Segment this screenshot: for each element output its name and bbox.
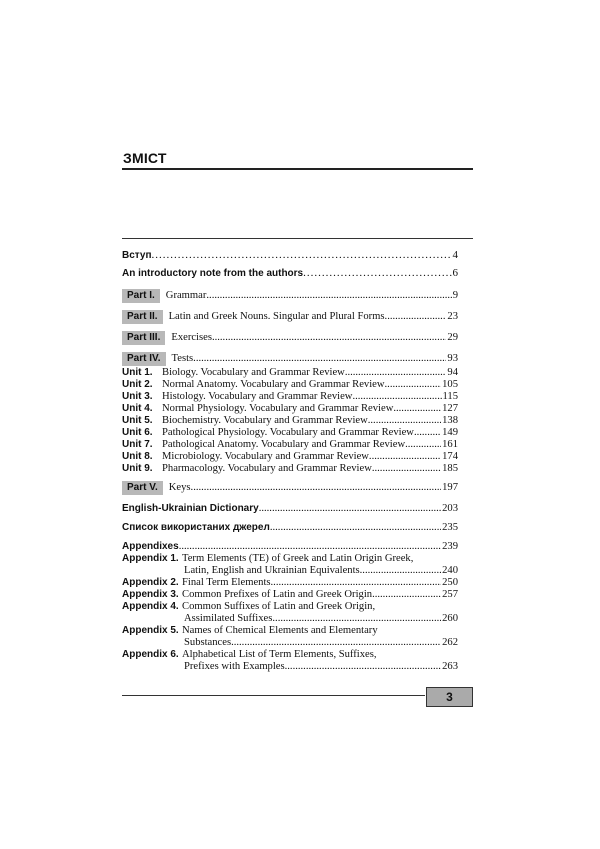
dot-leader — [303, 266, 451, 280]
toc-entry-appendix-1[interactable] — [122, 553, 458, 565]
part-label: Part III. — [122, 331, 165, 345]
part-label: Part V. — [122, 481, 163, 495]
unit-label: Unit 5. — [122, 415, 153, 426]
appendix-label: Appendix 3. — [122, 589, 179, 600]
toc-entry-unit-6[interactable] — [122, 427, 458, 439]
toc-entry-title-cont: Prefixes with Examples — [184, 661, 285, 672]
dot-leader — [414, 427, 441, 439]
toc-entry-title: Pathological Anatomy. Vocabulary and Grammar Review — [162, 439, 406, 450]
toc-entry-title: Pathological Physiology. Vocabulary and Grammar Review — [162, 427, 414, 438]
table-of-contents — [122, 248, 458, 673]
toc-page-number: 23 — [447, 311, 458, 322]
page-title: ЗМІСТ — [123, 150, 167, 166]
toc-entry-authors-note[interactable] — [122, 266, 458, 280]
dot-leader — [270, 522, 441, 534]
unit-label: Unit 6. — [122, 427, 153, 438]
dot-leader — [212, 329, 446, 346]
toc-entry-title: Вступ — [122, 250, 152, 261]
toc-entry-title: English-Ukrainian Dictionary — [122, 503, 259, 514]
toc-entry-appendix-6[interactable] — [122, 649, 458, 661]
toc-entry-title-cont: Assimilated Suffixes — [184, 613, 273, 624]
toc-page-number: 94 — [447, 367, 458, 378]
toc-entry-part-3[interactable] — [122, 329, 458, 346]
toc-entry-title-cont: Latin, English and Ukrainian Equivalents — [184, 565, 360, 576]
toc-entry-title: Список використаних джерел — [122, 522, 270, 533]
toc-entry-appendix-4[interactable] — [122, 601, 458, 613]
toc-entry-unit-2[interactable] — [122, 379, 458, 391]
toc-page-number: 115 — [442, 391, 458, 402]
toc-page-number: 235 — [442, 522, 458, 533]
toc-entry-part-1[interactable] — [122, 287, 458, 304]
toc-entry-title: Microbiology. Vocabulary and Grammar Review — [162, 451, 369, 462]
toc-page-number: 239 — [442, 541, 458, 552]
header-rule — [122, 168, 473, 170]
toc-entry-appendix-2[interactable] — [122, 577, 458, 589]
toc-entry-title: Common Suffixes of Latin and Greek Origin, — [182, 601, 376, 612]
toc-page-number: 161 — [442, 439, 458, 450]
toc-page-number: 263 — [442, 661, 458, 672]
toc-page-number: 257 — [442, 589, 458, 600]
dot-leader — [193, 350, 446, 367]
toc-entry-title: Normal Anatomy. Vocabulary and Grammar Review — [162, 379, 385, 390]
toc-entry-unit-9[interactable] — [122, 463, 458, 475]
page-number-badge: 3 — [426, 687, 473, 707]
dot-leader — [179, 541, 441, 553]
dot-leader — [360, 565, 441, 577]
appendix-label: Appendix 2. — [122, 577, 179, 588]
unit-label: Unit 9. — [122, 463, 153, 474]
toc-entry-appendix-5-cont[interactable] — [122, 637, 458, 649]
part-label: Part I. — [122, 289, 160, 303]
toc-entry-title: Histology. Vocabulary and Grammar Review — [162, 391, 353, 402]
toc-entry-appendix-5[interactable] — [122, 625, 458, 637]
toc-page-number: 127 — [442, 403, 458, 414]
toc-page-number: 203 — [442, 503, 458, 514]
toc-entry-title: Latin and Greek Nouns. Singular and Plural Forms — [168, 311, 385, 322]
toc-entry-unit-8[interactable] — [122, 451, 458, 463]
toc-entry-appendixes[interactable] — [122, 541, 458, 553]
toc-page-number: 185 — [442, 463, 458, 474]
toc-entry-title-cont: Substances — [184, 637, 232, 648]
dot-leader — [345, 367, 447, 379]
dot-leader — [259, 503, 441, 515]
dot-leader — [369, 451, 441, 463]
unit-label: Unit 8. — [122, 451, 153, 462]
toc-page-number: 197 — [442, 482, 458, 493]
toc-page-number: 138 — [442, 415, 458, 426]
dot-leader — [231, 637, 441, 649]
toc-entry-title: Keys — [168, 482, 191, 493]
toc-top-rule — [122, 238, 473, 239]
dot-leader — [272, 613, 441, 625]
dot-leader — [285, 661, 441, 673]
toc-page-number: 29 — [447, 332, 458, 343]
toc-entry-title: Grammar — [165, 290, 207, 301]
dot-leader — [372, 463, 441, 475]
toc-entry-unit-1[interactable] — [122, 367, 458, 379]
unit-label: Unit 1. — [122, 367, 153, 378]
toc-entry-title: Biochemistry. Vocabulary and Grammar Review — [162, 415, 368, 426]
dot-leader — [191, 479, 442, 496]
toc-page-number: 260 — [442, 613, 458, 624]
dot-leader — [385, 308, 447, 325]
toc-entry-part-4[interactable] — [122, 350, 458, 367]
toc-page-number: 6 — [452, 267, 458, 279]
toc-page-number: 149 — [442, 427, 458, 438]
dot-leader — [372, 589, 441, 601]
toc-entry-title: Names of Chemical Elements and Elementary — [182, 625, 378, 636]
dot-leader — [271, 577, 442, 589]
toc-entry-title: Alphabetical List of Term Elements, Suffixes, — [182, 649, 377, 660]
toc-entry-appendix-4-cont[interactable] — [122, 613, 458, 625]
toc-entry-unit-3[interactable] — [122, 391, 458, 403]
toc-page-number: 174 — [442, 451, 458, 462]
toc-entry-title: Biology. Vocabulary and Grammar Review — [162, 367, 345, 378]
toc-entry-title: Term Elements (TE) of Greek and Latin Origin Greek, — [182, 553, 414, 564]
toc-entry-dictionary[interactable] — [122, 503, 458, 515]
toc-page-number: 250 — [442, 577, 458, 588]
dot-leader — [405, 439, 441, 451]
unit-label: Unit 7. — [122, 439, 153, 450]
appendix-label: Appendix 4. — [122, 601, 179, 612]
unit-label: Unit 2. — [122, 379, 153, 390]
unit-label: Unit 3. — [122, 391, 153, 402]
dot-leader — [206, 287, 451, 304]
toc-page-number: 262 — [442, 637, 458, 648]
toc-entry-sources[interactable] — [122, 522, 458, 534]
toc-entry-title: Appendixes — [122, 541, 179, 552]
footer-rule — [122, 695, 425, 696]
dot-leader — [152, 248, 452, 262]
appendix-label: Appendix 5. — [122, 625, 179, 636]
toc-page-number: 4 — [452, 249, 458, 261]
toc-entry-part-5[interactable] — [122, 479, 458, 496]
dot-leader — [352, 391, 441, 403]
toc-entry-intro[interactable] — [122, 248, 458, 262]
part-label: Part IV. — [122, 352, 166, 366]
toc-page-number: 240 — [442, 565, 458, 576]
toc-entry-appendix-6-cont[interactable] — [122, 661, 458, 673]
toc-entry-appendix-3[interactable] — [122, 589, 458, 601]
dot-leader — [368, 415, 441, 427]
toc-entry-part-2[interactable] — [122, 308, 458, 325]
toc-entry-title: Final Term Elements — [182, 577, 271, 588]
toc-page-number: 105 — [442, 379, 458, 390]
appendix-label: Appendix 6. — [122, 649, 179, 660]
toc-entry-title: Exercises — [171, 332, 212, 343]
part-label: Part II. — [122, 310, 163, 324]
toc-entry-unit-4[interactable] — [122, 403, 458, 415]
toc-entry-appendix-1-cont[interactable] — [122, 565, 458, 577]
dot-leader — [393, 403, 441, 415]
toc-entry-unit-7[interactable] — [122, 439, 458, 451]
toc-entry-title: Normal Physiology. Vocabulary and Grammar Review — [162, 403, 394, 414]
toc-entry-title: Pharmacology. Vocabulary and Grammar Review — [162, 463, 372, 474]
unit-label: Unit 4. — [122, 403, 153, 414]
dot-leader — [385, 379, 442, 391]
toc-entry-title: Common Prefixes of Latin and Greek Origin — [182, 589, 373, 600]
toc-entry-unit-5[interactable] — [122, 415, 458, 427]
toc-entry-title: Tests — [171, 353, 194, 364]
appendix-label: Appendix 1. — [122, 553, 179, 564]
toc-entry-title: An introductory note from the authors — [122, 268, 304, 279]
toc-page-number: 93 — [447, 353, 458, 364]
toc-page-number: 9 — [452, 290, 458, 301]
